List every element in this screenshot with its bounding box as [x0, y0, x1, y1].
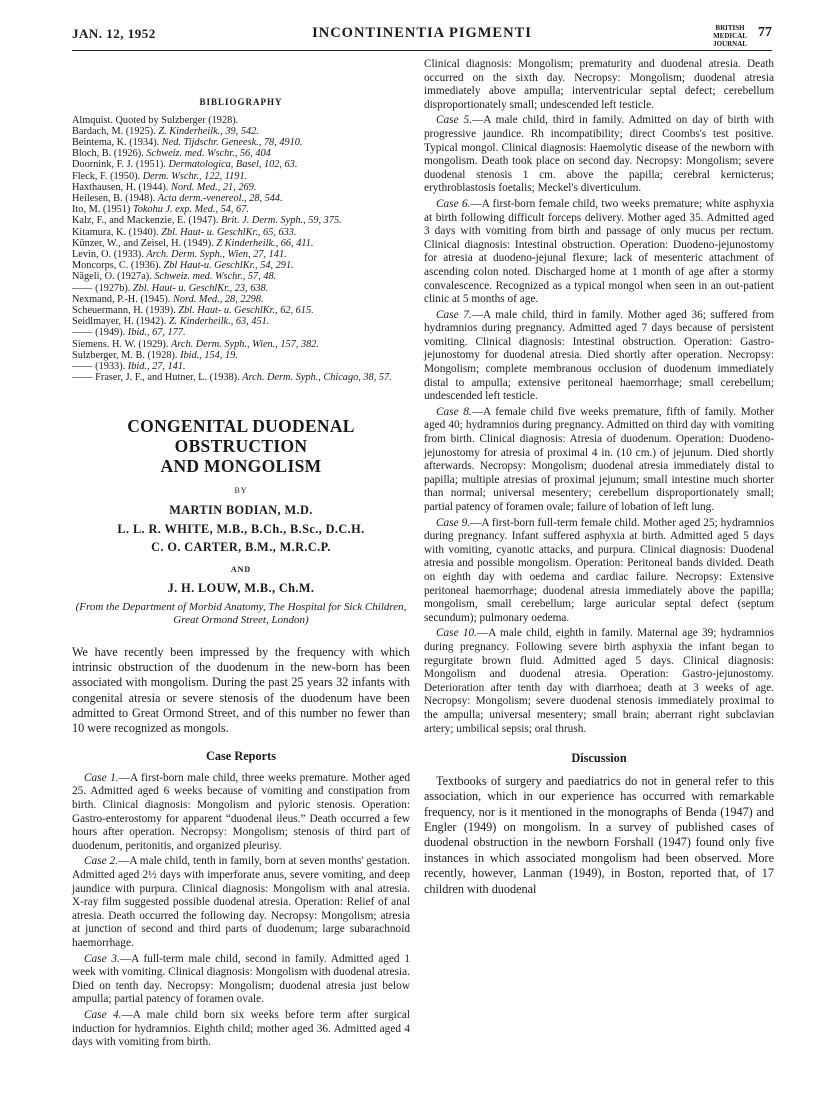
case-text: —A male child, third in family. Mother aged 36; suffered from hydramnios during pregnancy. Admitted aged 7 days because of persistent vomiting. Clinical diagnosis: Intestinal obstruction. Operation: Gastro-jejunostomy for duodenal atresia. Died shortly after operation. Necropsy: Mongolism; complete membranous occlusion of duodenum immediately distal to ampulla; extensive peritoneal haemorrhage; small cerebellum; undescended left testicle.: [424, 308, 774, 403]
author-2: L. L. R. WHITE, M.B., B.Ch., B.Sc., D.C.H.: [117, 521, 365, 536]
case-report: [72, 772, 410, 854]
bibliography-entry: [72, 361, 410, 372]
case-report: [72, 953, 410, 1007]
bibliography-entry: [72, 126, 410, 137]
case-report: [424, 309, 774, 404]
bibliography-author: Künzer, W., and Zeisel, H. (1949).: [72, 237, 217, 249]
case-list-right: [424, 114, 774, 736]
bibliography-heading: BIBLIOGRAPHY: [199, 97, 283, 107]
and-line: AND: [230, 564, 252, 574]
bibliography-source: Zbl Haut-u. GeschlKr., 54, 291.: [163, 260, 294, 272]
case-text: —A full-term male child, second in family. Admitted aged 1 week with vomiting. Clinical diagnosis: Mongolism with duodenal atresia. Died on tenth day. Necropsy: Mongolism; duodenal atresia just below ampulla; partial patency of foramen ovale.: [72, 952, 410, 1006]
bibliography-source: Ibid., 27, 141.: [127, 361, 186, 373]
by-line: BY: [234, 486, 248, 496]
case-label: Case 3.: [84, 952, 120, 965]
bibliography-source: Z Kinderheilk., 66, 411.: [216, 237, 314, 249]
case-text: —A male child, third in family. Admitted on day of birth with progressive jaundice. Rh incompatibility; direct Coombs's test positive. Typical mongol. Clinical diagnosis: Haemolytic disease of the newborn with mongolism. Death took place on second day. Necropsy: Mongolism; severe duodenal stenosis 1 cm. above the papilla; cerebral kernicterus; erythroblastosis foetalis; Meckel's diverticulum.: [424, 114, 774, 195]
bibliography-entry: [72, 350, 410, 361]
case-label: Case 5.: [436, 114, 472, 127]
case-report: [424, 517, 774, 626]
case-label: Case 9.: [436, 516, 471, 529]
bibliography-entry: [72, 148, 410, 159]
bibliography-entry: [72, 339, 410, 350]
bibliography-author: Almquist. Quoted by Sulzberger (1928).: [72, 114, 239, 126]
case-text: —A first-born female child, two weeks premature; white asphyxia at birth following difficult forceps delivery. Mother aged 35. Admitted aged 3 days with vomiting from birth and passage of only mucus per rectum. Clinical diagnosis: Intestinal obstruction. Operation: Duodeno-jejunostomy for atresia at duodeno-jejunal flexure; lack of mesenteric attachment of ascending colon noted. Discharged home at 1 month of age after a stormy convalescence. Recognized as a typical mongol when seen in an out-patient clinic at 5 months of age.: [424, 197, 774, 306]
bibliography-author: Nexmand, P.-H. (1945).: [72, 293, 173, 305]
bibliography-source: Brit. J. Derm. Syph., 59, 375.: [221, 215, 342, 227]
bibliography-author: Siemens. H. W. (1929).: [72, 338, 171, 350]
case-report: [424, 198, 774, 307]
bibliography-author: Moncorps, C. (1936).: [72, 260, 164, 272]
case-text: —A male child, eighth in family. Maternal age 39; hydramnios during pregnancy. Following severe birth asphyxia the infant began to regurgitate brown fluid. Admitted aged 5 days. Clinical diagnosis: Mongolism and duodenal atresia. Operation: Gastro-jejunostomy. Deterioration after tenth day with diarrhoea; death at 3 weeks of age. Necropsy: Mongolism; severe duodenal stenosis immediately proximal to the ampulla; universal mesentery; small brain; aberrant right subclavian artery; umbilical sepsis; oral thrush.: [424, 627, 774, 735]
bibliography-author: Kalz, F., and Mackenzie, E. (1947).: [72, 215, 222, 227]
journal-name: [700, 24, 760, 48]
page-header: [72, 22, 772, 51]
bibliography-entry: [72, 305, 410, 316]
case-text: —A first-born male child, three weeks premature. Mother aged 25. Admitted aged 6 weeks because of vomiting and constipation from birth. Clinical diagnosis: Mongolism and pyloric stenosis. Operation: Gastro-enterostomy for apparent “duodenal ileus.” Death occurred a few hours after operation. Necropsy: Mongolism; stenosis of third part of duodenum, peritonitis, and organized pleurisy.: [72, 771, 410, 852]
running-title: INCONTINENTIA PIGMENTI: [312, 25, 532, 41]
bibliography-source: Derm. Wschr., 122, 1191.: [142, 170, 248, 182]
bibliography-author: Heilesen, B. (1948).: [72, 193, 158, 205]
bibliography-source: Schweiz. med. Wschr., 56, 404: [146, 148, 271, 160]
bibliography-source: Nord. Med., 21, 269.: [170, 181, 257, 193]
case-label: Case 7.: [436, 308, 472, 321]
bibliography-source: Dermatologica, Basel, 102, 63.: [168, 159, 298, 171]
bibliography-entry: [72, 316, 410, 327]
bibliography-author: —— (1933).: [72, 361, 128, 373]
bibliography-author: —— (1949).: [72, 327, 128, 339]
case-label: Case 2.: [84, 855, 119, 868]
case-report: [72, 855, 410, 950]
bibliography-source: Acta derm.-venereol., 28, 544.: [157, 193, 283, 205]
case-text: —A first-born full-term female child. Mother aged 25; hydramnios during pregnancy. Infant suffered asphyxia at birth. Admitted aged 5 days with vomiting, cyanotic attacks, and purpura. Clinical diagnosis: Duodenal atresia and possible mongolism. Operation: Peritoneal bands divided. Death on eighth day with oedema and cardiac failure. Necropsy: Extensive peritoneal haemorrhage; duodenal atresia immediately above the papilla; mongolism, small cerebellum; large auricular septal defect (septum secundum); pulmonary oedema.: [424, 516, 774, 624]
case-4-continuation: Clinical diagnosis: Mongolism; prematurity and duodenal atresia. Death occurred on the sixth day. Necropsy: Mongolism; duodenal atresia immediately above ampulla; interventricular septal defect; cerebellum disproportionately small; undescended left testicle.: [424, 58, 774, 111]
bibliography-entry: [72, 159, 410, 170]
journal-name-line1: BRITISH: [715, 24, 745, 32]
bibliography-entry: [72, 249, 410, 260]
author-4: J. H. LOUW, M.B., Ch.M.: [167, 581, 315, 596]
bibliography-entry: [72, 227, 410, 238]
bibliography-entry: [72, 115, 410, 126]
bibliography-entry: [72, 271, 410, 282]
bibliography-source: Zbl. Haut- u. GeschlKr., 65, 633.: [161, 226, 297, 238]
bibliography-entry: [72, 204, 410, 215]
bibliography-entry: [72, 260, 410, 271]
page-number: 77: [758, 25, 772, 40]
case-reports-heading: Case Reports: [205, 749, 276, 764]
bibliography-entry: [72, 327, 410, 338]
right-column: [424, 58, 774, 897]
bibliography-author: —— (1927b).: [72, 282, 133, 294]
bibliography-list: [72, 115, 410, 384]
left-column: [72, 58, 410, 1052]
case-list-left: [72, 772, 410, 1050]
journal-name-line2: MEDICAL JOURNAL: [713, 32, 747, 48]
bibliography-source: Zbl. Haut- u. GeschlKr., 62, 615.: [178, 305, 314, 317]
bibliography-source: Arch. Derm. Syph., Wien., 157, 382.: [170, 338, 320, 350]
bibliography-entry: [72, 171, 410, 182]
bibliography-source: Arch. Derm. Syph., Chicago, 38, 57.: [242, 372, 392, 384]
bibliography-source: Ibid., 154, 19.: [180, 349, 238, 361]
case-label: Case 1.: [84, 771, 119, 784]
bibliography-entry: [72, 193, 410, 204]
case-label: Case 6.: [436, 197, 471, 210]
author-1: MARTIN BODIAN, M.D.: [169, 503, 313, 518]
case-report: [424, 406, 774, 515]
bibliography-source: Ned. Tijdschr. Geneesk., 78, 4910.: [161, 137, 303, 148]
bibliography-author: Ito, M. (1951): [72, 204, 133, 216]
case-report: [424, 627, 774, 736]
bibliography-author: Haxthausen, H. (1944).: [72, 181, 171, 193]
bibliography-source: Z. Kinderheilk., 63, 451.: [168, 316, 270, 328]
case-report: [72, 1009, 410, 1050]
discussion-heading: Discussion: [571, 751, 627, 766]
bibliography-author: Nägeli, O. (1927a).: [72, 271, 155, 283]
bibliography-source: Zbl. Haut- u. GeschlKr., 23, 638.: [132, 282, 269, 294]
bibliography-entry: [72, 137, 410, 148]
case-label: Case 8.: [436, 405, 472, 418]
case-label: Case 10.: [436, 627, 477, 640]
bibliography-entry: [72, 238, 410, 249]
bibliography-author: Fleck, F. (1950).: [72, 170, 143, 182]
bibliography-author: —— Fraser, J. F., and Hutner, L. (1938).: [72, 372, 243, 384]
bibliography-source: Arch. Derm. Syph., Wien, 27, 141.: [146, 249, 287, 261]
case-text: —A male child, tenth in family, born at seven months' gestation. Admitted aged 2½ days with imperforate anus, severe vomiting, and deep jaundice with purpura. Clinical diagnosis: Mongolism with anal atresia. X-ray film suggested possible duodenal atresia. Operation: Relief of anal atresia. Death occurred the following day. Necropsy: Mongolism; atresia at junction of second and third parts of duodenum; large subarachnoid haemorrhage.: [72, 855, 410, 949]
case-label: Case 4.: [84, 1008, 122, 1021]
bibliography-source: Nord. Med., 28, 2298.: [172, 293, 264, 305]
author-3: C. O. CARTER, B.M., M.R.C.P.: [151, 540, 331, 555]
bibliography-entry: [72, 215, 410, 226]
bibliography-author: Kitamura, K. (1940).: [72, 226, 162, 238]
affiliation: (From the Department of Morbid Anatomy, The Hospital for Sick Children, Great Ormond Street, London): [75, 601, 407, 627]
article-title: [72, 416, 410, 476]
bibliography-entry: [72, 294, 410, 305]
article-title-line2: AND MONGOLISM: [160, 456, 322, 477]
bibliography-author: Seidlmayer, H. (1942).: [72, 316, 169, 328]
bibliography-author: Bardach, M. (1925).: [72, 125, 159, 137]
intro-paragraph: We have recently been impressed by the frequency with which intrinsic obstruction of the duodenum in the new-born has been associated with mongolism. During the past 25 years 32 infants with congenital atresia or severe stenosis of the duodenum have been admitted to Great Ormond Street, and of this number no fewer than 10 were recognized as mongols.: [72, 645, 410, 736]
bibliography-entry: [72, 283, 410, 294]
issue-date: JAN. 12, 1952: [72, 26, 156, 41]
bibliography-source: Schweiz. med. Wschr., 57, 48.: [154, 271, 277, 283]
case-report: [424, 114, 774, 196]
case-text: —A female child five weeks premature, fifth of family. Mother aged 40; hydramnios during pregnancy. Admitted on third day with vomiting from birth. Clinical diagnosis: Atresia of duodenum. Operation: Duodeno-jejunostomy for atresia of proximal 4 in. (10 cm.) of jejunum. Died shortly afterwards. Necropsy: Mongolism; duodenal atresia immediately distal to papilla; multiple atresias of proximal jejunum; small intestine much shorter than normal; universal mesentery; cerebellum disproportionately small; partial patency of foramen ovale; failure of lobation of left lung.: [424, 405, 774, 513]
bibliography-author: Sulzberger, M. B. (1928).: [72, 349, 181, 361]
bibliography-source: Ibid., 67, 177.: [127, 327, 186, 339]
case-text: —A male child born six weeks before term after surgical induction for hydramnios. Eighth child; mother aged 36. Admitted aged 4 days with vomiting from birth.: [72, 1008, 410, 1049]
bibliography-author: Doornink, F. J. (1951).: [72, 159, 169, 171]
bibliography-source: Tokohu J. exp. Med., 54, 67.: [132, 204, 249, 216]
article-title-line1: CONGENITAL DUODENAL OBSTRUCTION: [127, 416, 355, 457]
bibliography-author: Levin, O. (1933).: [72, 249, 147, 261]
discussion-paragraph: Textbooks of surgery and paediatrics do not in general refer to this association, which in our experience has occurred with remarkable frequency, nor is it mentioned in the monographs of Benda (1947) and Engler (1949) on mongolism. In a survey of published cases of duodenal obstruction in the newborn Forshall (1947) found only five instances in which associated mongolism had been observed. More recently, however, Lanman (1949), in Boston, reported that, of 17 children with duodenal: [424, 773, 774, 896]
bibliography-source: Z. Kinderheilk., 39, 542.: [158, 125, 259, 137]
bibliography-author: Scheuermann, H. (1939).: [72, 305, 179, 317]
bibliography-entry: [72, 372, 410, 383]
bibliography-author: Bloch, B. (1926).: [72, 148, 147, 160]
bibliography-entry: [72, 182, 410, 193]
bibliography-author: Beintema, K. (1934).: [72, 137, 162, 148]
